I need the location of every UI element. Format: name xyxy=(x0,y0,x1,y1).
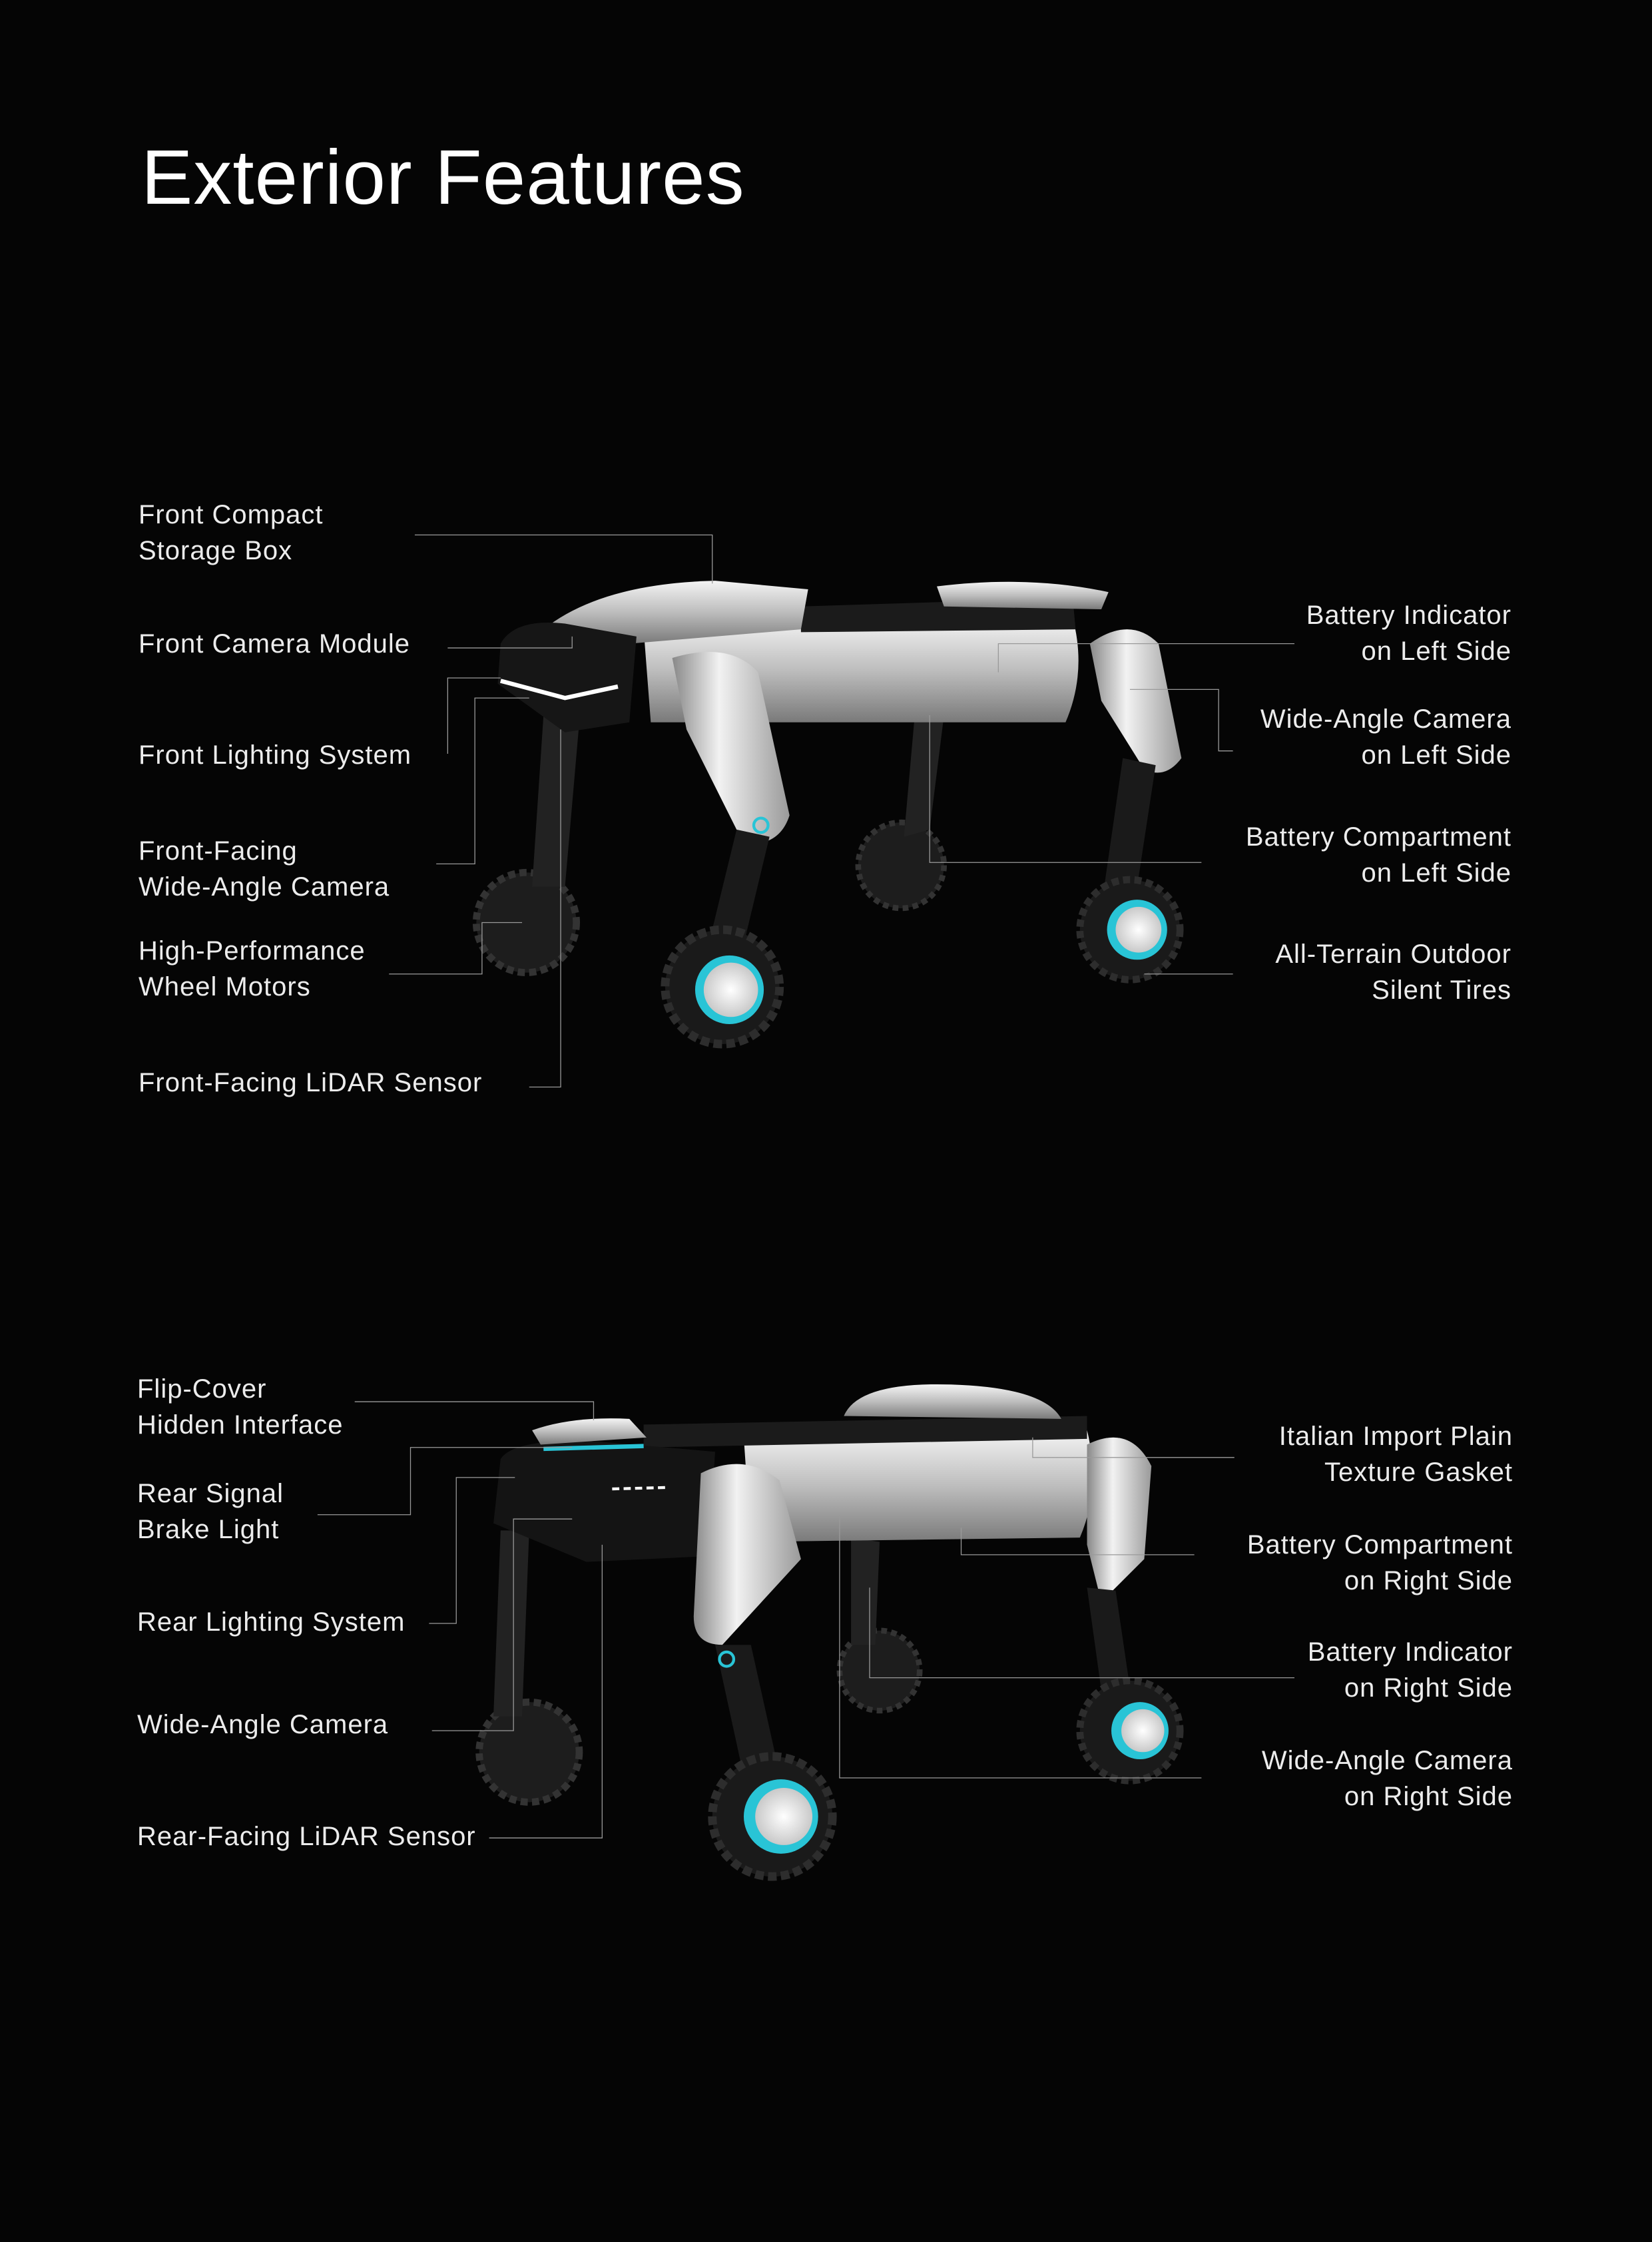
label-battery-compartment-left xyxy=(1246,819,1512,891)
label-line: Battery Indicator xyxy=(1306,601,1512,630)
label-line: Storage Box xyxy=(138,536,293,565)
label-line: Rear-Facing LiDAR Sensor xyxy=(137,1822,476,1851)
label-line: Flip-Cover xyxy=(137,1374,267,1404)
label-rear-lighting-system xyxy=(137,1604,405,1640)
label-line: Front Lighting System xyxy=(138,740,412,770)
label-line: Wide-Angle Camera xyxy=(138,872,390,902)
label-line: Front-Facing LiDAR Sensor xyxy=(138,1068,483,1097)
label-line: on Right Side xyxy=(1344,1673,1513,1703)
label-line: Battery Compartment xyxy=(1246,1530,1513,1559)
label-battery-compartment-right xyxy=(1247,1527,1513,1599)
label-line: Texture Gasket xyxy=(1324,1458,1513,1487)
top-dome xyxy=(844,1384,1061,1419)
label-front-lidar xyxy=(138,1065,482,1101)
label-line: High-Performance xyxy=(138,936,366,966)
label-front-lighting-system xyxy=(138,737,412,773)
label-line: Wide-Angle Camera xyxy=(137,1710,389,1739)
flip-cover xyxy=(532,1418,647,1444)
label-texture-gasket xyxy=(1279,1418,1513,1490)
label-line: Front-Facing xyxy=(138,836,298,866)
label-line: Wheel Motors xyxy=(138,972,311,1001)
label-battery-indicator-right xyxy=(1308,1634,1513,1706)
label-wide-angle-camera-right xyxy=(1262,1743,1513,1815)
label-line: on Left Side xyxy=(1361,740,1512,770)
label-line: on Left Side xyxy=(1361,858,1512,888)
label-wheel-motors xyxy=(138,933,366,1005)
label-line: Wide-Angle Camera xyxy=(1261,1746,1513,1775)
right-leg-upper xyxy=(1087,1438,1152,1602)
label-line: on Right Side xyxy=(1344,1566,1513,1595)
label-rear-signal-brake-light xyxy=(137,1476,284,1547)
label-line: Hidden Interface xyxy=(137,1410,344,1440)
label-battery-indicator-left xyxy=(1306,597,1512,669)
rear-cover xyxy=(937,582,1109,609)
label-line: Rear Signal xyxy=(137,1479,284,1508)
label-line: Rear Lighting System xyxy=(137,1607,406,1637)
label-line: Battery Compartment xyxy=(1245,822,1512,852)
page-title: Exterior Features xyxy=(141,134,745,220)
label-line: Silent Tires xyxy=(1372,976,1512,1005)
label-flip-cover-interface xyxy=(137,1371,344,1443)
label-line: Wide-Angle Camera xyxy=(1260,704,1512,734)
robot-rear-view xyxy=(479,1384,1181,1876)
label-front-facing-wide-angle-camera xyxy=(138,833,390,905)
label-rear-wide-angle-camera xyxy=(137,1707,388,1743)
body-side-panel-2 xyxy=(744,1430,1093,1542)
label-line: Battery Indicator xyxy=(1307,1637,1513,1667)
robot-front-view xyxy=(476,581,1181,1044)
label-line: Italian Import Plain xyxy=(1278,1422,1513,1451)
label-line: Front Compact xyxy=(138,500,324,529)
label-wide-angle-camera-left xyxy=(1260,701,1512,773)
wheel-far-left xyxy=(479,1702,579,1802)
label-rear-lidar xyxy=(137,1819,476,1854)
rear-leg-upper xyxy=(1090,629,1181,772)
label-all-terrain-tires xyxy=(1275,936,1512,1008)
label-front-camera-module xyxy=(138,626,410,662)
front-head xyxy=(498,623,637,732)
wheel-far-rear xyxy=(858,822,944,908)
label-line: All-Terrain Outdoor xyxy=(1275,940,1512,969)
label-line: Front Camera Module xyxy=(138,629,411,659)
label-line: on Left Side xyxy=(1361,637,1512,666)
label-line: on Right Side xyxy=(1344,1782,1513,1811)
label-front-compact-storage-box xyxy=(138,497,324,569)
label-line: Brake Light xyxy=(137,1515,280,1544)
